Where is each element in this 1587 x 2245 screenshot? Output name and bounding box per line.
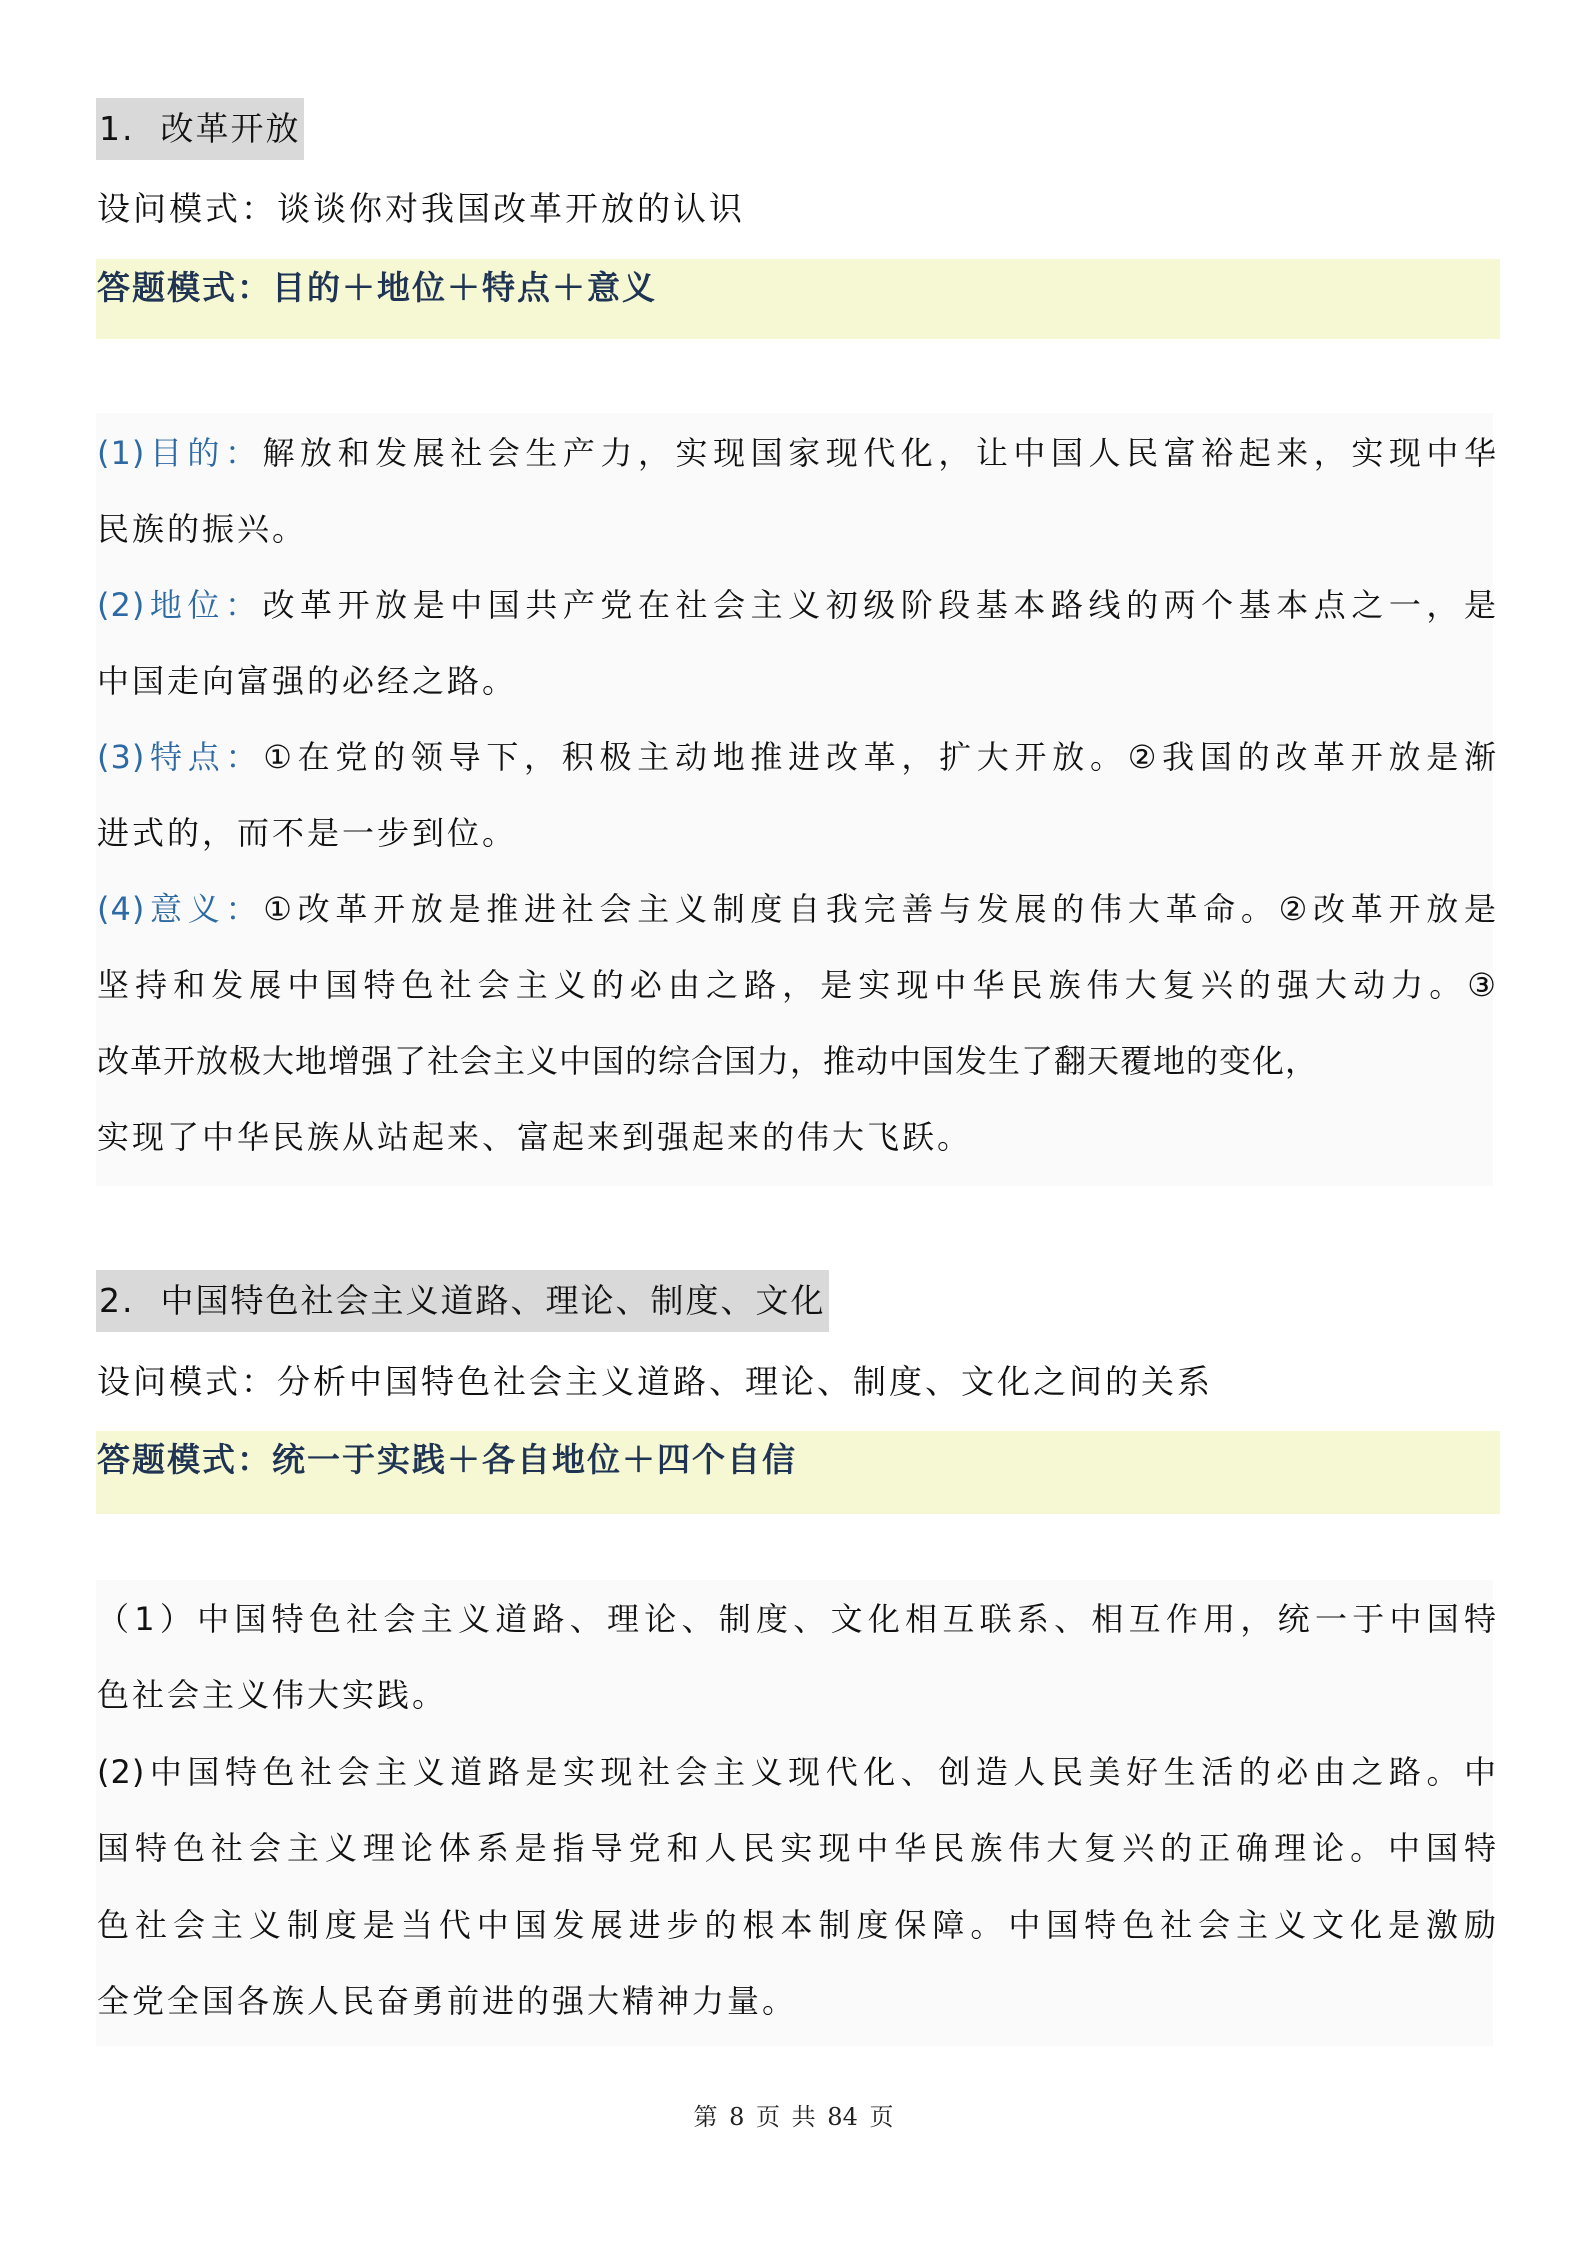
answer-label: 答题模式：	[97, 1440, 272, 1479]
point-text: 改革开放是中国共产党在社会主义初级阶段基本路线的两个基本点之一，是	[262, 586, 1497, 624]
section-title: 中国特色社会主义道路、理论、制度、文化	[160, 1281, 826, 1320]
body-text: 全党全国各族人民奋勇前进的强大精神力量。	[97, 1982, 798, 2020]
question-text: 分析中国特色社会主义道路、理论、制度、文化之间的关系	[277, 1362, 1213, 1401]
section-1-answer-mode	[96, 259, 1500, 339]
question-label: 设问模式：	[97, 189, 277, 228]
section-title: 改革开放	[160, 109, 301, 148]
question-label: 设问模式：	[97, 1362, 277, 1401]
point-4-line-3	[97, 1036, 1497, 1086]
point-label: (4)意义：	[97, 890, 264, 928]
answer-mode-text	[97, 263, 657, 313]
body-line-4	[97, 1823, 1497, 1873]
point-label: (3)特点：	[97, 738, 264, 776]
section-2-answer-mode	[96, 1431, 1500, 1514]
point-text: 改革开放极大地增强了社会主义中国的综合国力，推动中国发生了翻天覆地的变化，	[97, 1042, 1319, 1080]
body-line-5	[97, 1900, 1497, 1950]
body-line-2	[97, 1670, 1497, 1720]
body-text: 国特色社会主义理论体系是指导党和人民实现中华民族伟大复兴的正确理论。中国特	[97, 1829, 1497, 1867]
body-line-3	[97, 1747, 1497, 1797]
point-text: 民族的振兴。	[97, 510, 308, 548]
section-number: 2.	[99, 1281, 135, 1320]
point-4-line-4	[97, 1112, 1497, 1162]
section-2-question	[97, 1357, 1213, 1407]
body-text: (2)中国特色社会主义道路是实现社会主义现代化、创造人民美好生活的必由之路。中	[97, 1753, 1497, 1791]
page-number-footer: 第 8 页 共 84 页	[693, 2103, 894, 2131]
answer-formula: 目的＋地位＋特点＋意义	[272, 268, 657, 307]
point-text: ①在党的领导下，积极主动地推进改革，扩大开放。②我国的改革开放是渐	[263, 738, 1497, 776]
point-text: 中国走向富强的必经之路。	[97, 662, 518, 700]
point-label: (2)地位：	[97, 586, 263, 624]
point-text: 进式的，而不是一步到位。	[97, 814, 518, 852]
section-2-heading	[96, 1270, 829, 1332]
section-1-body	[96, 413, 1497, 1186]
point-3-line-1	[97, 732, 1497, 782]
section-2-body	[96, 1580, 1497, 2046]
answer-formula: 统一于实践＋各自地位＋四个自信	[272, 1440, 797, 1479]
point-text: 坚持和发展中国特色社会主义的必由之路，是实现中华民族伟大复兴的强大动力。③	[97, 966, 1497, 1004]
body-line-1	[97, 1594, 1497, 1644]
point-3-line-2	[97, 808, 1497, 858]
point-4-line-2	[97, 960, 1497, 1010]
body-line-6	[97, 1976, 1497, 2026]
point-2-line-2	[97, 656, 1497, 706]
section-number: 1.	[99, 109, 135, 148]
body-text: 色社会主义伟大实践。	[97, 1676, 448, 1714]
answer-mode-text	[97, 1435, 797, 1485]
point-1-line-2	[97, 504, 1497, 554]
point-label: (1)目的：	[97, 434, 263, 472]
question-text: 谈谈你对我国改革开放的认识	[277, 189, 745, 228]
point-text: 实现了中华民族从站起来、富起来到强起来的伟大飞跃。	[97, 1118, 973, 1156]
point-text: ①改革开放是推进社会主义制度自我完善与发展的伟大革命。②改革开放是	[263, 890, 1497, 928]
point-1-line-1	[97, 428, 1497, 478]
body-text: （1）中国特色社会主义道路、理论、制度、文化相互联系、相互作用，统一于中国特	[97, 1600, 1497, 1638]
body-text: 色社会主义制度是当代中国发展进步的根本制度保障。中国特色社会主义文化是激励	[97, 1906, 1497, 1944]
point-2-line-1	[97, 580, 1497, 630]
section-1-question	[97, 184, 745, 234]
point-4-line-1	[97, 884, 1497, 934]
section-1-heading	[96, 98, 304, 160]
point-text: 解放和发展社会生产力，实现国家现代化，让中国人民富裕起来，实现中华	[262, 434, 1497, 472]
answer-label: 答题模式：	[97, 268, 272, 307]
